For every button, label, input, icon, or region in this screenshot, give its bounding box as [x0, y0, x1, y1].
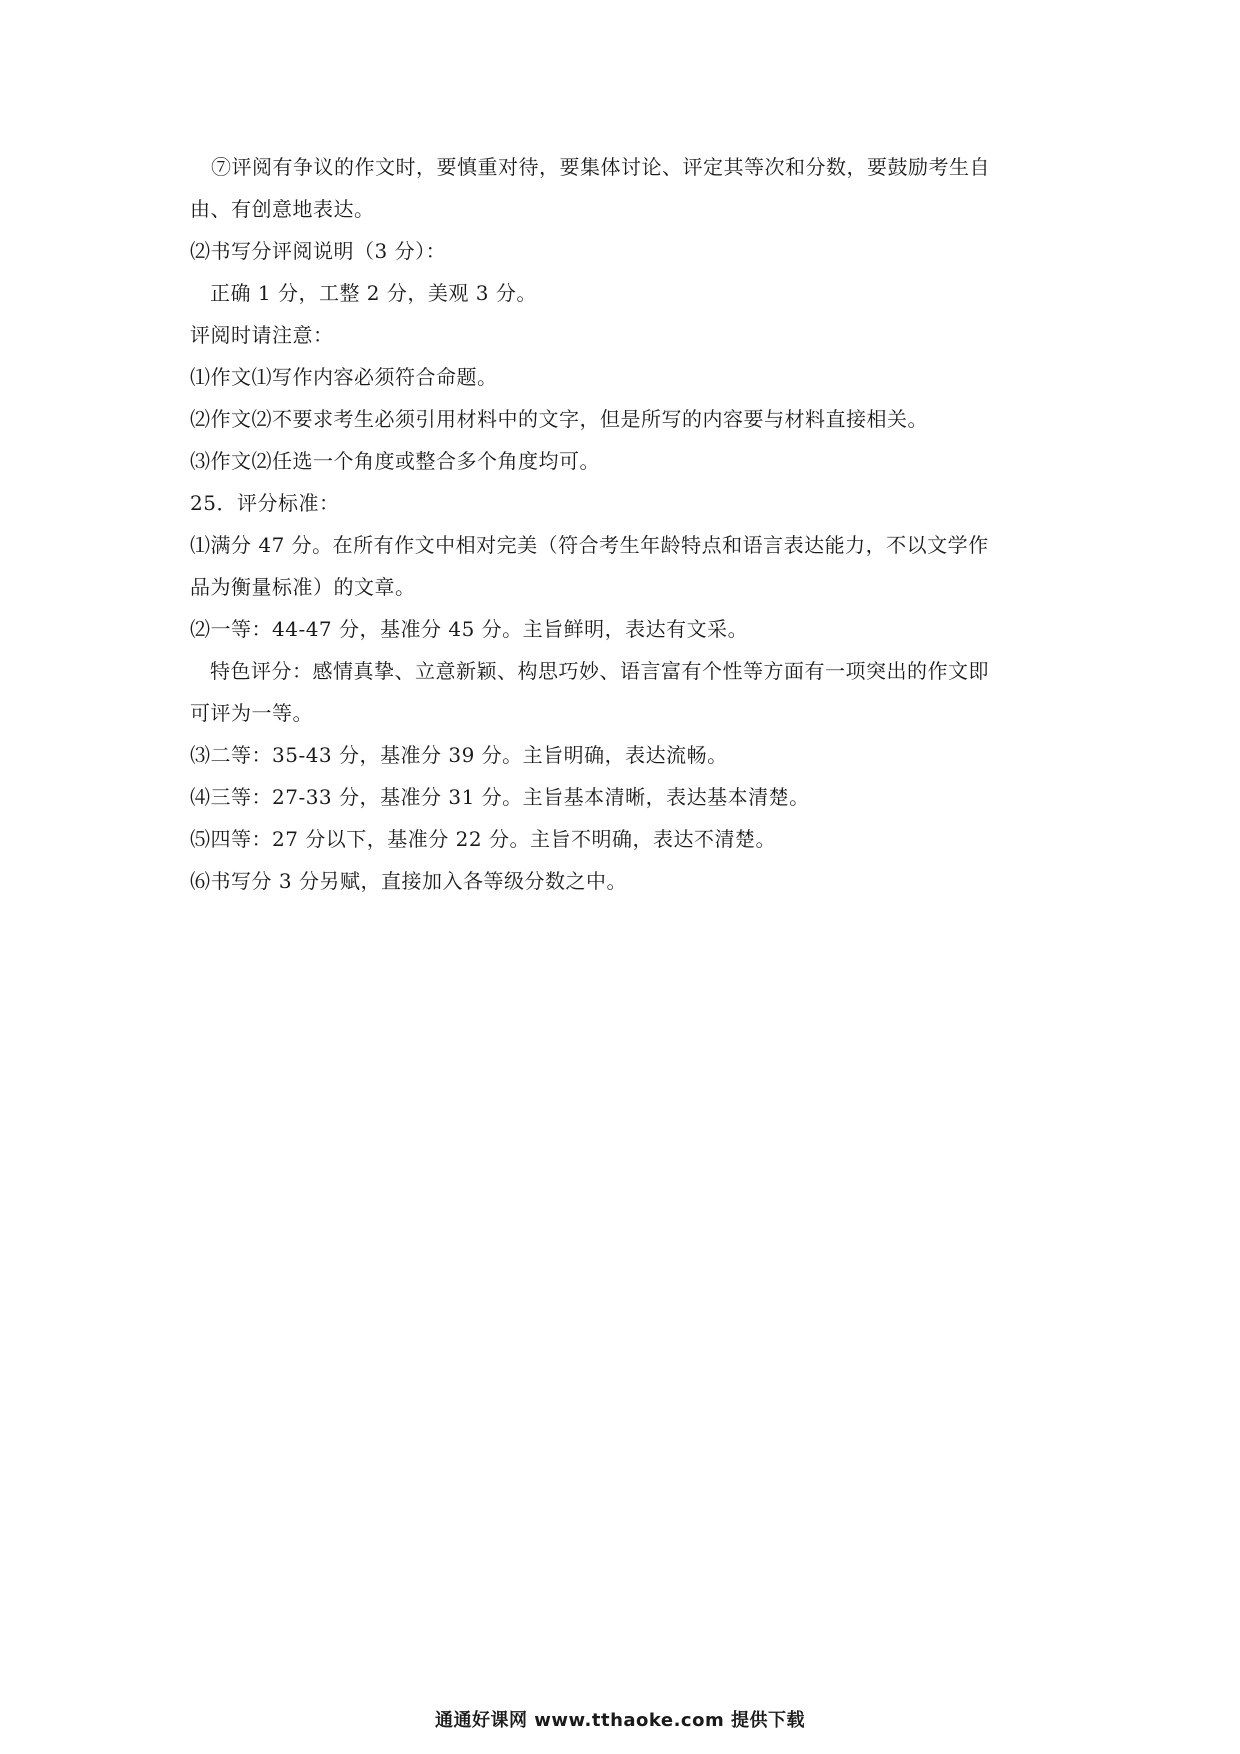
text-line: 品为衡量标准）的文章。: [190, 575, 416, 599]
text-line: ⑴作文⑴写作内容必须符合命题。: [190, 365, 498, 389]
text-line: ⑴满分 47 分。在所有作文中相对完美（符合考生年龄特点和语言表达能力，不以文学作: [190, 533, 989, 557]
page-footer: 通通好课网 www.tthaoke.com 提供下载: [435, 1710, 805, 1731]
document-body: [190, 146, 1050, 902]
text-line: 可评为一等。: [190, 701, 313, 725]
text-line: 25．评分标准：: [190, 491, 340, 515]
text-line: 由、有创意地表达。: [190, 197, 375, 221]
text-line: ⑶二等：35-43 分，基准分 39 分。主旨明确，表达流畅。: [190, 743, 728, 767]
text-line: ⑶作文⑵任选一个角度或整合多个角度均可。: [190, 449, 600, 473]
text-line: ⑵作文⑵不要求考生必须引用材料中的文字，但是所写的内容要与材料直接相关。: [190, 407, 928, 431]
text-line: ⑦评阅有争议的作文时，要慎重对待，要集体讨论、评定其等次和分数，要鼓励考生自: [211, 155, 990, 179]
text-line: ⑷三等：27-33 分，基准分 31 分。主旨基本清晰，表达基本清楚。: [190, 785, 810, 809]
text-line: 评阅时请注意：: [190, 323, 334, 347]
text-line: 特色评分：感情真挚、立意新颖、构思巧妙、语言富有个性等方面有一项突出的作文即: [210, 659, 989, 683]
text-line: ⑵书写分评阅说明（3 分）：: [190, 239, 447, 263]
text-line: 正确 1 分，工整 2 分，美观 3 分。: [210, 281, 537, 305]
text-line: ⑹书写分 3 分另赋，直接加入各等级分数之中。: [190, 869, 627, 893]
text-line: ⑵一等：44-47 分，基准分 45 分。主旨鲜明，表达有文采。: [190, 617, 749, 641]
text-line: ⑸四等：27 分以下，基准分 22 分。主旨不明确，表达不清楚。: [190, 827, 776, 851]
